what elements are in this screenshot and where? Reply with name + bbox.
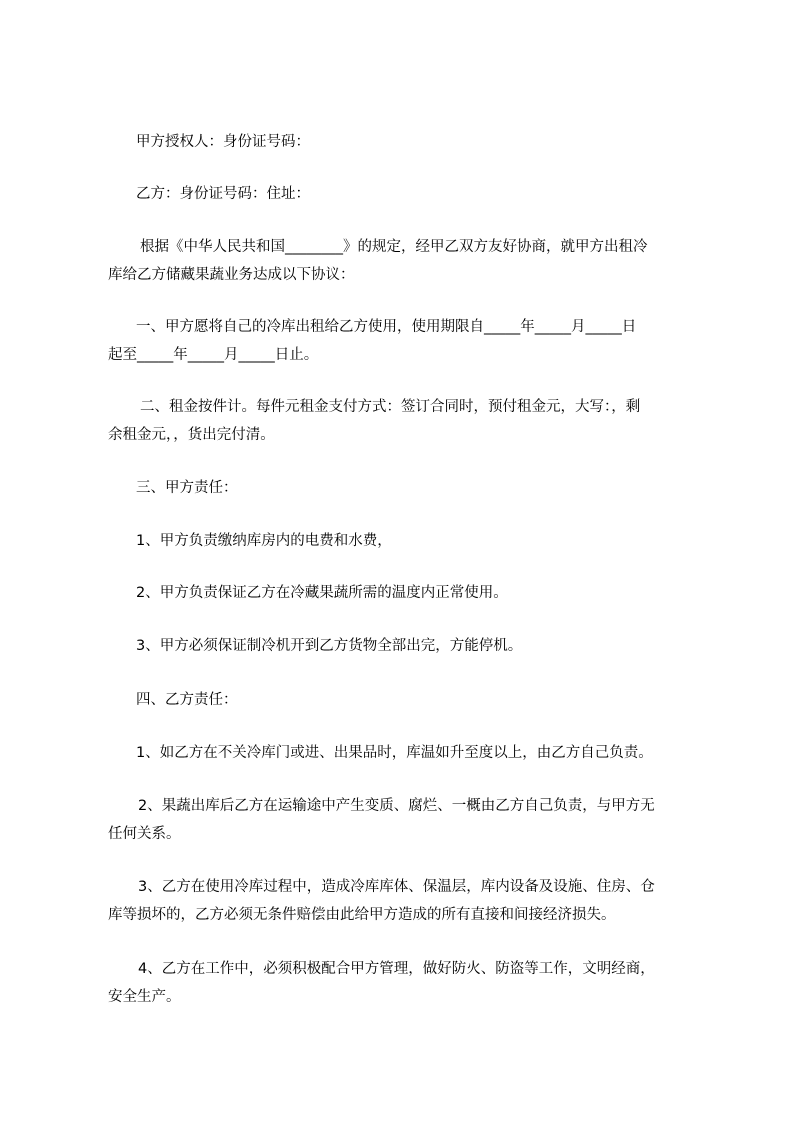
list-item-a3 [108, 632, 708, 660]
list-item-b4 [108, 955, 708, 1011]
text-line: 库给乙方储藏果蔬业务达成以下协议： [108, 267, 355, 283]
list-item-a1 [108, 527, 708, 555]
text-line: 库等损坏的，乙方必须无条件赔偿由此给甲方造成的所有直接和间接经济损失。 [108, 907, 616, 923]
paragraph-party-b [108, 180, 708, 208]
heading-party-a-duties [108, 474, 708, 502]
text-line: 2、甲方负责保证乙方在冷藏果蔬所需的温度内正常使用。 [136, 585, 508, 601]
text-line: 1、如乙方在不关冷库门或进、出果品时，库温如升至度以上，由乙方自己负责。 [136, 745, 653, 761]
text-line: 任何关系。 [108, 826, 181, 842]
heading-party-b-duties [108, 686, 708, 714]
text-line: 起至_____年_____月_____日止。 [108, 347, 319, 363]
text-line: 3、乙方在使用冷库过程中，造成冷库库体、保温层，库内设备及设施、住房、仓 [138, 879, 655, 895]
list-item-a2 [108, 579, 708, 607]
list-item-b2 [108, 792, 708, 848]
text-line: 安全生产。 [108, 989, 181, 1005]
text-line: 根据《中华人民共和国________》的规定，经甲乙双方友好协商，就甲方出租冷 [140, 239, 648, 255]
text-line: 余租金元，，货出完付清。 [108, 427, 275, 443]
text-line: 二、租金按件计。每件元租金支付方式：签订合同时，预付租金元，大写：，剩 [140, 399, 641, 415]
paragraph-clause-1 [108, 313, 708, 369]
text-line: 1、甲方负责缴纳库房内的电费和水费， [136, 533, 392, 549]
text-line: 三、甲方责任： [136, 480, 238, 496]
list-item-b3 [108, 873, 708, 929]
paragraph-preamble [108, 233, 708, 289]
paragraph-party-a-authorized [108, 128, 708, 156]
text-line: 四、乙方责任： [136, 692, 238, 708]
list-item-b1 [108, 739, 708, 767]
text-line: 3、甲方必须保证制冷机开到乙方货物全部出完，方能停机。 [136, 638, 523, 654]
text-line: 甲方授权人：身份证号码： [136, 134, 310, 150]
text-line: 4、乙方在工作中，必须积极配合甲方管理，做好防火、防盗等工作，文明经商， [138, 961, 655, 977]
text-line: 一、甲方愿将自己的冷库出租给乙方使用，使用期限自_____年_____月_____日 [136, 319, 637, 335]
text-line: 2、果蔬出库后乙方在运输途中产生变质、腐烂、一概由乙方自己负责，与甲方无 [138, 798, 655, 814]
text-line: 乙方：身份证号码：住址： [136, 186, 310, 202]
paragraph-clause-2 [108, 393, 708, 449]
